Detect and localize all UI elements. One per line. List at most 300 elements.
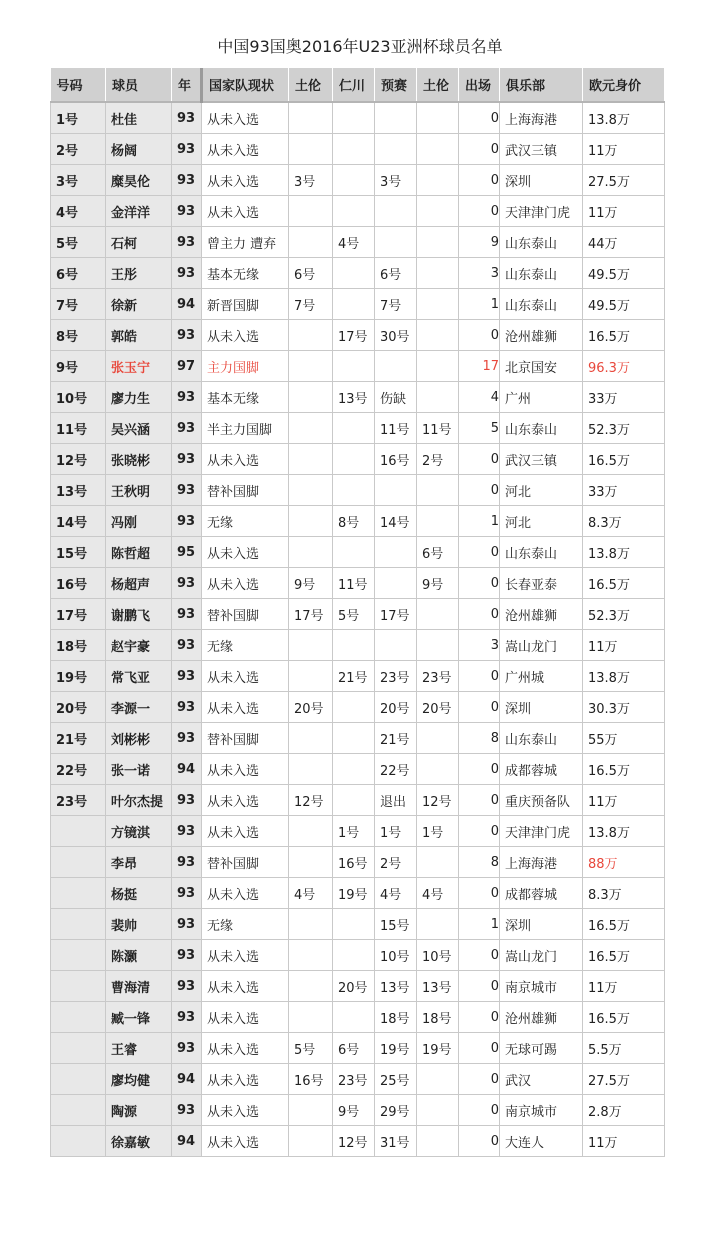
cell-player-name: 廖力生: [106, 382, 172, 413]
cell-player-name: 陶源: [106, 1095, 172, 1126]
cell-year: 94: [172, 1064, 202, 1095]
cell-value: 55万: [583, 723, 665, 754]
cell-incheon: 19号: [333, 878, 375, 909]
cell-toulon-2: 9号: [417, 568, 459, 599]
cell-year: 93: [172, 444, 202, 475]
cell-appearances: 0: [459, 1064, 500, 1095]
cell-value: 27.5万: [583, 1064, 665, 1095]
cell-club: 长春亚泰: [500, 568, 583, 599]
cell-year: 94: [172, 754, 202, 785]
cell-value: 16.5万: [583, 940, 665, 971]
cell-club: 南京城市: [500, 971, 583, 1002]
cell-year: 93: [172, 134, 202, 165]
cell-toulon-2: [417, 289, 459, 320]
cell-incheon: [333, 909, 375, 940]
column-header-toulon-1: 土伦: [289, 68, 333, 102]
cell-incheon: 23号: [333, 1064, 375, 1095]
cell-number: 8号: [51, 320, 106, 351]
cell-appearances: 1: [459, 506, 500, 537]
cell-number: 18号: [51, 630, 106, 661]
cell-qualifier: 23号: [375, 661, 417, 692]
cell-club: 武汉三镇: [500, 444, 583, 475]
table-row: [51, 878, 665, 909]
cell-national-status: 从未入选: [202, 537, 289, 568]
table-row: [51, 506, 665, 537]
cell-club: 南京城市: [500, 1095, 583, 1126]
cell-qualifier: [375, 227, 417, 258]
cell-year: 93: [172, 258, 202, 289]
table-row: [51, 1126, 665, 1157]
cell-appearances: 0: [459, 196, 500, 227]
cell-national-status: 从未入选: [202, 134, 289, 165]
cell-year: 93: [172, 1095, 202, 1126]
cell-incheon: 4号: [333, 227, 375, 258]
cell-national-status: 替补国脚: [202, 847, 289, 878]
cell-qualifier: 17号: [375, 599, 417, 630]
cell-incheon: [333, 475, 375, 506]
table-row: [51, 134, 665, 165]
table-row: [51, 444, 665, 475]
cell-appearances: 0: [459, 475, 500, 506]
cell-player-name: 冯刚: [106, 506, 172, 537]
cell-value: 11万: [583, 196, 665, 227]
cell-qualifier: 3号: [375, 165, 417, 196]
table-row: [51, 754, 665, 785]
table-row: [51, 382, 665, 413]
cell-toulon-2: 12号: [417, 785, 459, 816]
cell-value: 52.3万: [583, 599, 665, 630]
cell-qualifier: [375, 630, 417, 661]
cell-national-status: 无缘: [202, 630, 289, 661]
cell-value: 8.3万: [583, 878, 665, 909]
cell-toulon-1: [289, 537, 333, 568]
cell-toulon-1: [289, 630, 333, 661]
table-row: [51, 196, 665, 227]
cell-toulon-1: [289, 661, 333, 692]
cell-year: 93: [172, 847, 202, 878]
cell-toulon-2: [417, 847, 459, 878]
cell-value: 49.5万: [583, 289, 665, 320]
cell-qualifier: 21号: [375, 723, 417, 754]
cell-incheon: 12号: [333, 1126, 375, 1157]
cell-player-name: 叶尔杰提: [106, 785, 172, 816]
cell-appearances: 1: [459, 289, 500, 320]
cell-toulon-1: [289, 909, 333, 940]
cell-national-status: 无缘: [202, 909, 289, 940]
cell-incheon: 13号: [333, 382, 375, 413]
cell-toulon-2: [417, 1064, 459, 1095]
cell-value: 11万: [583, 971, 665, 1002]
cell-appearances: 0: [459, 785, 500, 816]
column-header-qualifier: 预赛: [375, 68, 417, 102]
cell-toulon-2: [417, 258, 459, 289]
cell-national-status: 替补国脚: [202, 599, 289, 630]
cell-year: 97: [172, 351, 202, 382]
cell-toulon-2: 13号: [417, 971, 459, 1002]
cell-club: 成都蓉城: [500, 754, 583, 785]
cell-club: 广州城: [500, 661, 583, 692]
cell-toulon-1: [289, 351, 333, 382]
cell-incheon: [333, 196, 375, 227]
cell-national-status: 从未入选: [202, 971, 289, 1002]
cell-qualifier: 13号: [375, 971, 417, 1002]
cell-appearances: 0: [459, 102, 500, 134]
cell-year: 93: [172, 971, 202, 1002]
cell-number: 5号: [51, 227, 106, 258]
cell-number: [51, 1002, 106, 1033]
cell-number: 3号: [51, 165, 106, 196]
cell-value: 11万: [583, 630, 665, 661]
cell-value: 16.5万: [583, 444, 665, 475]
cell-year: 93: [172, 1002, 202, 1033]
cell-club: 大连人: [500, 1126, 583, 1157]
cell-appearances: 0: [459, 816, 500, 847]
table-row: [51, 816, 665, 847]
cell-toulon-1: 6号: [289, 258, 333, 289]
table-row: [51, 258, 665, 289]
cell-club: 深圳: [500, 692, 583, 723]
cell-value: 8.3万: [583, 506, 665, 537]
cell-toulon-1: 5号: [289, 1033, 333, 1064]
cell-toulon-1: [289, 723, 333, 754]
table-row: [51, 351, 665, 382]
cell-number: [51, 971, 106, 1002]
cell-year: 93: [172, 382, 202, 413]
cell-toulon-1: [289, 444, 333, 475]
cell-value: 96.3万: [583, 351, 665, 382]
cell-appearances: 0: [459, 444, 500, 475]
cell-qualifier: 伤缺: [375, 382, 417, 413]
cell-toulon-2: [417, 475, 459, 506]
cell-player-name: 张玉宁: [106, 351, 172, 382]
cell-toulon-2: 2号: [417, 444, 459, 475]
cell-national-status: 从未入选: [202, 196, 289, 227]
cell-appearances: 0: [459, 134, 500, 165]
cell-national-status: 新晋国脚: [202, 289, 289, 320]
cell-player-name: 徐嘉敏: [106, 1126, 172, 1157]
cell-incheon: [333, 785, 375, 816]
cell-incheon: [333, 102, 375, 134]
cell-national-status: 从未入选: [202, 754, 289, 785]
cell-value: 16.5万: [583, 568, 665, 599]
cell-club: 北京国安: [500, 351, 583, 382]
cell-qualifier: 11号: [375, 413, 417, 444]
cell-club: 山东泰山: [500, 258, 583, 289]
cell-number: 19号: [51, 661, 106, 692]
cell-national-status: 从未入选: [202, 165, 289, 196]
cell-qualifier: 20号: [375, 692, 417, 723]
cell-year: 93: [172, 878, 202, 909]
column-header-appearances: 出场: [459, 68, 500, 102]
cell-national-status: 无缘: [202, 506, 289, 537]
cell-incheon: 20号: [333, 971, 375, 1002]
cell-number: [51, 1095, 106, 1126]
column-header-value: 欧元身价: [583, 68, 665, 102]
cell-player-name: 王秋明: [106, 475, 172, 506]
column-header-year: 年: [172, 68, 202, 102]
cell-toulon-2: 19号: [417, 1033, 459, 1064]
cell-year: 93: [172, 506, 202, 537]
cell-appearances: 9: [459, 227, 500, 258]
table-row: [51, 320, 665, 351]
cell-club: 上海海港: [500, 102, 583, 134]
cell-appearances: 0: [459, 878, 500, 909]
cell-appearances: 8: [459, 723, 500, 754]
cell-year: 93: [172, 599, 202, 630]
cell-value: 11万: [583, 134, 665, 165]
cell-appearances: 0: [459, 971, 500, 1002]
cell-toulon-2: [417, 351, 459, 382]
cell-appearances: 0: [459, 320, 500, 351]
cell-number: 23号: [51, 785, 106, 816]
cell-qualifier: [375, 134, 417, 165]
cell-national-status: 从未入选: [202, 102, 289, 134]
cell-national-status: 从未入选: [202, 1033, 289, 1064]
column-header-player: 球员: [106, 68, 172, 102]
cell-club: 天津津门虎: [500, 196, 583, 227]
cell-national-status: 从未入选: [202, 940, 289, 971]
cell-national-status: 替补国脚: [202, 475, 289, 506]
cell-number: 12号: [51, 444, 106, 475]
cell-club: 山东泰山: [500, 413, 583, 444]
cell-appearances: 1: [459, 909, 500, 940]
cell-national-status: 从未入选: [202, 1064, 289, 1095]
cell-player-name: 刘彬彬: [106, 723, 172, 754]
cell-year: 93: [172, 475, 202, 506]
cell-player-name: 石柯: [106, 227, 172, 258]
cell-year: 93: [172, 661, 202, 692]
cell-qualifier: 1号: [375, 816, 417, 847]
cell-player-name: 张一诺: [106, 754, 172, 785]
cell-number: [51, 909, 106, 940]
cell-incheon: [333, 258, 375, 289]
cell-value: 13.8万: [583, 661, 665, 692]
cell-value: 88万: [583, 847, 665, 878]
cell-toulon-1: 20号: [289, 692, 333, 723]
cell-incheon: 6号: [333, 1033, 375, 1064]
cell-toulon-2: [417, 630, 459, 661]
cell-club: 无球可踢: [500, 1033, 583, 1064]
cell-toulon-2: [417, 165, 459, 196]
cell-player-name: 王睿: [106, 1033, 172, 1064]
cell-qualifier: 15号: [375, 909, 417, 940]
cell-value: 11万: [583, 1126, 665, 1157]
cell-qualifier: [375, 475, 417, 506]
cell-incheon: [333, 165, 375, 196]
cell-toulon-1: 12号: [289, 785, 333, 816]
cell-national-status: 从未入选: [202, 1126, 289, 1157]
cell-appearances: 0: [459, 1095, 500, 1126]
cell-club: 武汉三镇: [500, 134, 583, 165]
cell-national-status: 从未入选: [202, 661, 289, 692]
cell-club: 嵩山龙门: [500, 630, 583, 661]
table-row: [51, 599, 665, 630]
cell-toulon-2: 20号: [417, 692, 459, 723]
column-header-incheon: 仁川: [333, 68, 375, 102]
cell-incheon: [333, 134, 375, 165]
cell-player-name: 吴兴涵: [106, 413, 172, 444]
cell-number: 6号: [51, 258, 106, 289]
cell-incheon: 17号: [333, 320, 375, 351]
cell-year: 93: [172, 413, 202, 444]
cell-incheon: [333, 351, 375, 382]
cell-year: 94: [172, 289, 202, 320]
cell-value: 13.8万: [583, 816, 665, 847]
cell-toulon-2: 6号: [417, 537, 459, 568]
cell-player-name: 杨挺: [106, 878, 172, 909]
cell-number: [51, 878, 106, 909]
cell-club: 河北: [500, 475, 583, 506]
cell-number: 15号: [51, 537, 106, 568]
cell-player-name: 陈哲超: [106, 537, 172, 568]
cell-qualifier: 4号: [375, 878, 417, 909]
table-row: [51, 537, 665, 568]
cell-number: 13号: [51, 475, 106, 506]
cell-national-status: 从未入选: [202, 320, 289, 351]
cell-qualifier: 7号: [375, 289, 417, 320]
cell-player-name: 糜昊伦: [106, 165, 172, 196]
column-header-toulon-2: 土伦: [417, 68, 459, 102]
table-row: [51, 289, 665, 320]
cell-appearances: 17: [459, 351, 500, 382]
cell-toulon-2: [417, 1095, 459, 1126]
table-row: [51, 1033, 665, 1064]
cell-toulon-2: [417, 102, 459, 134]
cell-player-name: 裴帅: [106, 909, 172, 940]
cell-national-status: 基本无缘: [202, 382, 289, 413]
cell-year: 93: [172, 568, 202, 599]
cell-toulon-2: 1号: [417, 816, 459, 847]
table-row: [51, 723, 665, 754]
cell-toulon-2: 23号: [417, 661, 459, 692]
cell-toulon-2: [417, 196, 459, 227]
cell-number: 7号: [51, 289, 106, 320]
cell-qualifier: 18号: [375, 1002, 417, 1033]
cell-qualifier: 19号: [375, 1033, 417, 1064]
cell-toulon-2: 18号: [417, 1002, 459, 1033]
cell-player-name: 郭皓: [106, 320, 172, 351]
cell-number: 11号: [51, 413, 106, 444]
cell-value: 16.5万: [583, 754, 665, 785]
cell-toulon-2: [417, 1126, 459, 1157]
cell-toulon-1: 17号: [289, 599, 333, 630]
cell-year: 93: [172, 723, 202, 754]
cell-qualifier: 14号: [375, 506, 417, 537]
cell-club: 广州: [500, 382, 583, 413]
cell-toulon-1: [289, 1126, 333, 1157]
cell-player-name: 杨阔: [106, 134, 172, 165]
cell-club: 沧州雄狮: [500, 599, 583, 630]
cell-toulon-2: [417, 506, 459, 537]
cell-incheon: 16号: [333, 847, 375, 878]
cell-value: 30.3万: [583, 692, 665, 723]
cell-incheon: [333, 413, 375, 444]
cell-incheon: [333, 289, 375, 320]
cell-value: 33万: [583, 382, 665, 413]
cell-appearances: 0: [459, 940, 500, 971]
table-row: [51, 909, 665, 940]
cell-incheon: 21号: [333, 661, 375, 692]
column-header-club: 俱乐部: [500, 68, 583, 102]
cell-club: 武汉: [500, 1064, 583, 1095]
cell-number: 20号: [51, 692, 106, 723]
cell-player-name: 臧一锋: [106, 1002, 172, 1033]
cell-club: 深圳: [500, 909, 583, 940]
cell-player-name: 杜佳: [106, 102, 172, 134]
page-title: 中国93国奥2016年U23亚洲杯球员名单: [217, 37, 503, 56]
cell-qualifier: 16号: [375, 444, 417, 475]
cell-club: 上海海港: [500, 847, 583, 878]
cell-club: 沧州雄狮: [500, 1002, 583, 1033]
cell-national-status: 基本无缘: [202, 258, 289, 289]
cell-player-name: 李昂: [106, 847, 172, 878]
cell-incheon: 8号: [333, 506, 375, 537]
cell-number: 10号: [51, 382, 106, 413]
cell-toulon-1: 9号: [289, 568, 333, 599]
cell-toulon-1: 4号: [289, 878, 333, 909]
cell-toulon-1: [289, 102, 333, 134]
cell-qualifier: 6号: [375, 258, 417, 289]
cell-appearances: 4: [459, 382, 500, 413]
cell-toulon-1: 16号: [289, 1064, 333, 1095]
cell-toulon-1: [289, 413, 333, 444]
cell-number: 17号: [51, 599, 106, 630]
cell-number: 9号: [51, 351, 106, 382]
table-row: [51, 940, 665, 971]
table-row: [51, 102, 665, 134]
cell-national-status: 曾主力 遭弃: [202, 227, 289, 258]
cell-year: 93: [172, 630, 202, 661]
cell-toulon-2: [417, 723, 459, 754]
cell-value: 13.8万: [583, 102, 665, 134]
cell-year: 95: [172, 537, 202, 568]
cell-value: 16.5万: [583, 1002, 665, 1033]
cell-toulon-1: [289, 320, 333, 351]
cell-value: 2.8万: [583, 1095, 665, 1126]
cell-incheon: [333, 444, 375, 475]
cell-incheon: 9号: [333, 1095, 375, 1126]
cell-toulon-2: [417, 227, 459, 258]
table-row: [51, 475, 665, 506]
cell-appearances: 0: [459, 754, 500, 785]
cell-player-name: 谢鹏飞: [106, 599, 172, 630]
table-row: [51, 785, 665, 816]
header-row: [51, 68, 665, 102]
cell-year: 93: [172, 1033, 202, 1064]
cell-number: [51, 1126, 106, 1157]
cell-club: 深圳: [500, 165, 583, 196]
cell-incheon: [333, 723, 375, 754]
cell-club: 山东泰山: [500, 227, 583, 258]
cell-club: 成都蓉城: [500, 878, 583, 909]
cell-number: [51, 816, 106, 847]
cell-appearances: 0: [459, 165, 500, 196]
cell-appearances: 0: [459, 568, 500, 599]
cell-incheon: [333, 692, 375, 723]
cell-club: 重庆预备队: [500, 785, 583, 816]
cell-year: 93: [172, 940, 202, 971]
table-row: [51, 1095, 665, 1126]
cell-value: 16.5万: [583, 320, 665, 351]
table-row: [51, 568, 665, 599]
table-row: [51, 630, 665, 661]
cell-qualifier: [375, 568, 417, 599]
cell-national-status: 从未入选: [202, 1095, 289, 1126]
table-row: [51, 227, 665, 258]
table-row: [51, 847, 665, 878]
cell-year: 93: [172, 227, 202, 258]
cell-toulon-2: [417, 909, 459, 940]
